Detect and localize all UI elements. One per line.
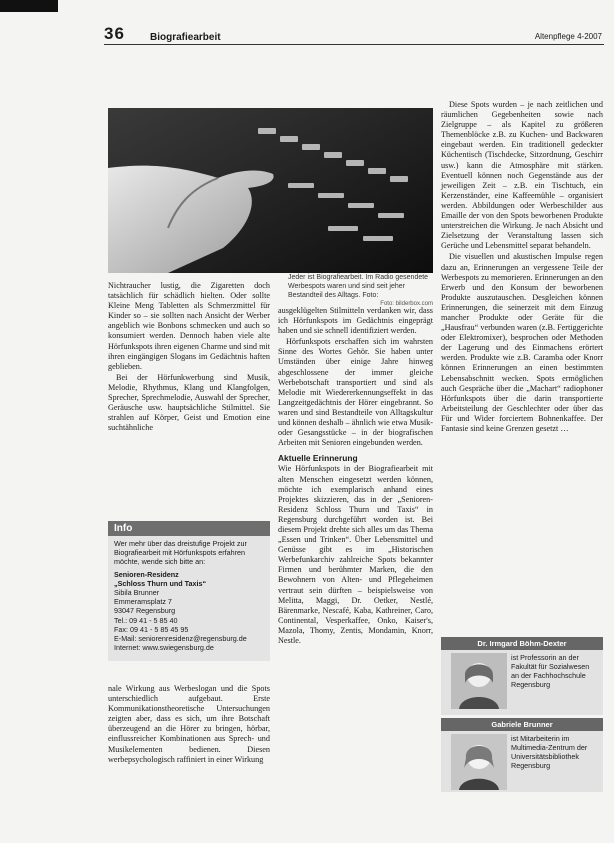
paragraph: ausgeklügelten Stilmitteln verdanken wir, dass ich Hörfunkspots im Gedächtnis eingeprägt haben und sie schnell identifiziert werden. (278, 306, 433, 336)
info-fax: Fax: 09 41 - 5 85 45 95 (114, 624, 189, 634)
author-portrait-image (451, 734, 507, 790)
author-box-2 (441, 718, 603, 792)
info-email[interactable]: E-Mail: seniorenresidenz@regensburg.de (114, 634, 247, 644)
column-1-top (108, 281, 270, 434)
corner-mark (0, 0, 58, 12)
paragraph: Hörfunkspots erschaffen sich im wahrsten Sinne des Wortes Gehör. Sie haben unter Umständen über einige Jahre hinweg abgeschlossene der immer gleiche Werbebotschaft transportiert und sind als Melodie mit Wiedererkennungseffekt in das Langzeitgedächtnis der Hörer eingebrannt. So waren und sind Bestandteile von Alltagskultur und können deshalb – ähnlich wie etwa Musik- oder Gesangsstücke – in der biografischen Arbeiten mit Senioren eingebunden werden. (278, 337, 433, 448)
author-box-1 (441, 637, 603, 715)
author-name: Gabriele Brunner (441, 718, 603, 731)
paragraph: Wie Hörfunkspots in der Biografiearbeit mit alten Menschen eingesetzt werden können, möchte ich exemplarisch anhand eines Projektes skizzieren, das in der „Senioren-Residenz Schloss Thurn und Taxis“ in Regensburg durchgeführt worden ist. Bei diesem Projekt drehte sich alles um das Thema „Essen und Trinken“. Über Lebensmittel und Genüsse gibt es im „Historischen Werbefunkarchiv zahlreiche Spots bekannter Firmen und berühmter Marken, die den Bewohnern von Alten- und Pflegeheimen vertraut sein dürften – beispielsweise von Melitta, Maggi, Dr. Oetker, Nestlé, Bärenmarke, Nescafé, Kaba, Kathreiner, Caro, Continental, Vesperkaffee, Onko, Kaiser's, Mazola, Thomy, Zentis, Mondamin, Knorr, Nestle. (278, 464, 433, 645)
paragraph: Diese Spots wurden – je nach zeitlichen und räumlichen Gegebenheiten sowie nach Zielgruppe – als Kapitel zu größeren Themenblöcke z.B. zu Kuchen- und Backwaren eingebaut werden. Ein traditionell gedeckter Küchentisch (Tischdecke, Sitzordnung, Geschirr usw.) kann die Atmosphäre mit stärken. Eventuell können noch Gegenstände aus der jeweiligen Zeit – z.B. ein Tischtuch, ein Kerzenständer, eine Kaffeemühle – organisiert werden. Abbildungen oder Werbeschilder aus Emaille der von den Spots beworbenen Produkte unterstreichen die Wirkung. Je nach Absicht und Zielsetzung der Veranstaltung lassen sich Gerüche und Lebensmittel separat behandeln. (441, 100, 603, 251)
author-name: Dr. Irmgard Böhm-Dexter (441, 637, 603, 650)
column-1-bottom (108, 684, 270, 766)
photo-caption (288, 273, 433, 309)
page-number: 36 (104, 24, 125, 43)
info-org-2: „Schloss Thurn und Taxis“ (114, 578, 207, 588)
info-web[interactable]: Internet: www.swiegensburg.de (114, 643, 214, 653)
paragraph: Nichtraucher lustig, die Zigaretten doch tatsächlich für schädlich hielten. Oder sollte Kleine Meng Tabletten als Schmerzmittel für Kinder so – sie sollten nach Ansicht der Werber angeblich wie Bonbons schmecken und auch so konsumiert werden. Dennoch haben viele alte Hörfunkspots ihren eigenen Charme und sind mit ihren eingängigen Slogans im Gedächtnis haften geblieben. (108, 281, 270, 371)
header-rule (104, 44, 604, 45)
subheading: Aktuelle Erinnerung (278, 453, 358, 464)
info-box-body (108, 536, 270, 655)
radio-photo (108, 108, 433, 273)
paragraph: Die visuellen und akustischen Impulse regen dazu an, Erinnerungen an vergessene Teile der Werbespots zu memorieren. Erinnerungen an den Erwerb und den Konsum der beworbenen Produkte auszutauschen. Desgleichen können Erinnerungen, die seinerzeit mit dem Einzug mancher Produkte oder Geräte für die „Hausfrau“ verbunden waren (z.B. Fertiggerichte oder Elektromixer), besprochen oder Methoden der Lagerung und des Einmachens erörtert werden. Produkte wie z.B. Caramba oder Knorr können Erinnerungen an einen bestimmten Lebensabschnitt wecken. Spots ermöglichen auch Gespräche über die „Machart“ radiophoner Hörfunkspots über die darin transportierte Arbeitsteilung der Geschlechter oder über das Für und Wider forciertem Bohnenkaffee. Der Fantasie sind keine Grenzen gesetzt … (441, 252, 603, 433)
issue-label: Altenpflege 4-2007 (534, 32, 602, 41)
info-org-1: Senioren-Residenz (114, 569, 179, 579)
info-intro: Wer mehr über das dreistufige Projekt zur Biografiearbeit mit Hörfunkspots erfahren möchte, wende sich bitte an: (114, 539, 247, 567)
author-bio: ist Professorin an der Fakultät für Sozialwesen an der Fachhochschule Regensburg (511, 653, 590, 689)
info-street: Emmeramsplatz 7 (114, 597, 172, 607)
author-portrait-image (451, 653, 507, 709)
caption-text: Jeder ist Biografiearbeit. Im Radio gesendete Werbespots waren und sind seit jeher Bestandteil des Alltags. Foto: (288, 274, 429, 299)
info-box (108, 521, 270, 661)
info-tel: Tel.: 09 41 - 5 85 40 (114, 615, 178, 625)
author-bio: ist Mitarbeiterin im Multimedia-Zentrum der Universitätsbibliothek Regensburg (511, 734, 588, 770)
paragraph: nale Wirkung aus Werbeslogan und die Spots unterschiedlich aufgebaut. Erste Kommunikationstheoretische Untersuchungen zeigten aber, dass es sich, um ihre Botschaft überzeugend an die Hörer zu bringen, hörbar, einflussreicher Kombinationen aus Sprech- und Musikelementen bedienen. Diesen werbepsychologisch raffiniert in einer Wirkung (108, 684, 270, 764)
column-3 (441, 100, 603, 435)
info-box-title: Info (108, 521, 270, 536)
column-2 (278, 306, 433, 647)
info-city: 93047 Regensburg (114, 606, 176, 616)
info-contact: Sibila Brunner (114, 588, 160, 598)
paragraph: Bei der Hörfunkwerbung sind Musik, Melodie, Rhythmus, Klang und Klangfolgen, Sprecher, Sprechmelodie, Auswahl der Sprecher, Geräusche usw. hauptsächliche Stilmittel. Sie strahlen auf Körper, Geist und Emotion eine suchtähnliche (108, 372, 270, 433)
photo-credit: Foto: bilderbox.com (380, 301, 433, 307)
section-title: Biografiearbeit (150, 32, 221, 43)
